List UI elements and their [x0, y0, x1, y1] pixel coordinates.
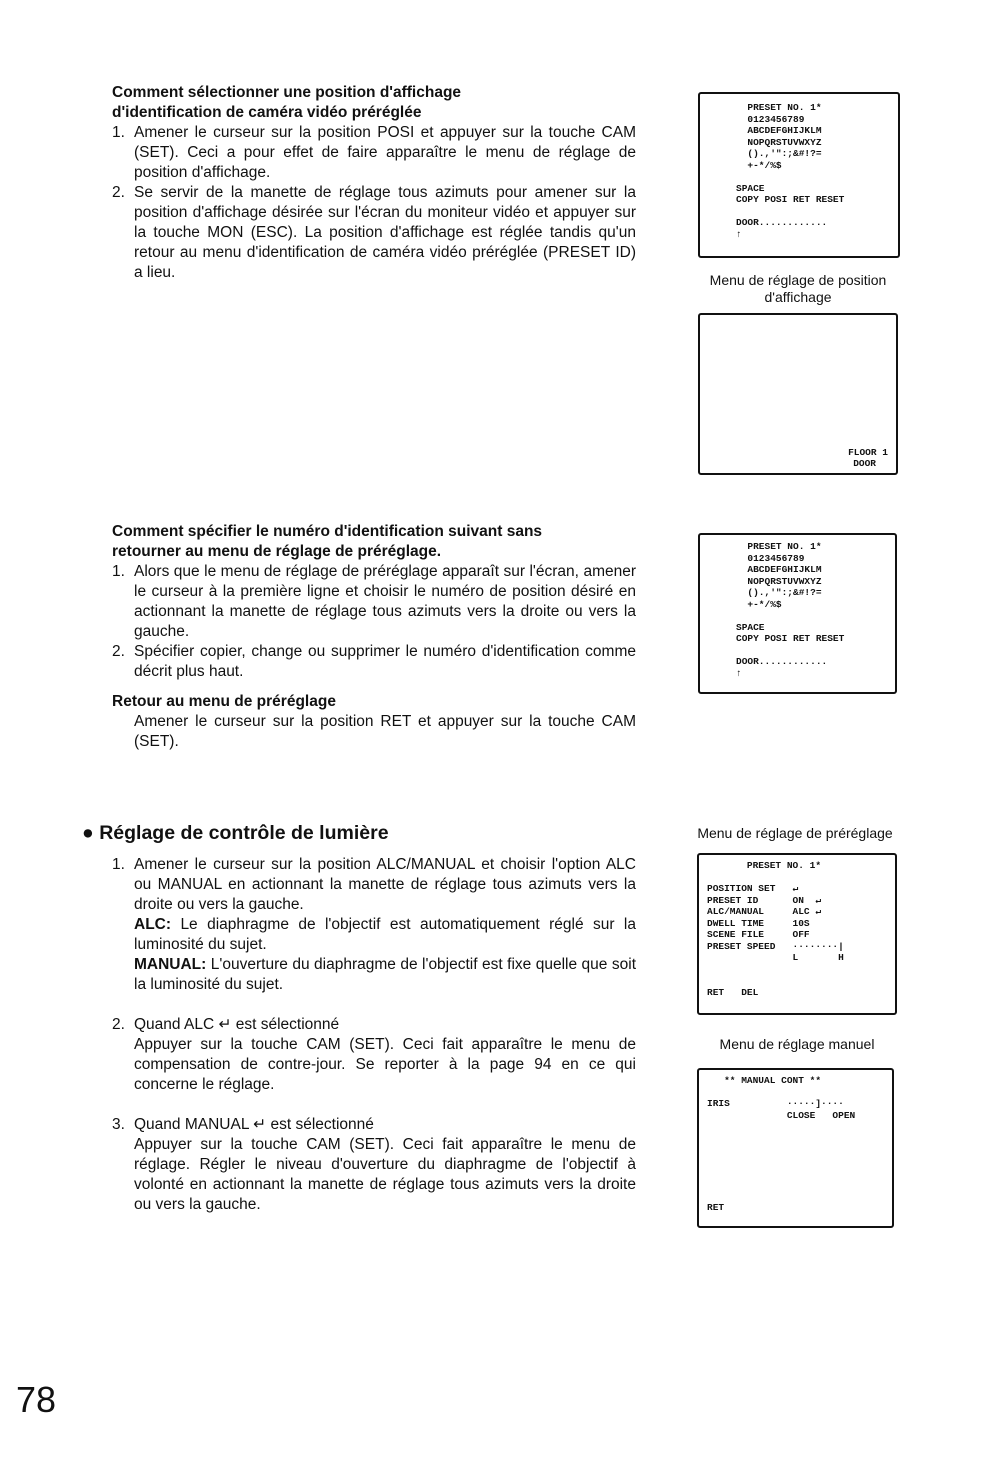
- screen-display-position-menu: [698, 92, 900, 258]
- definition-manual: [134, 955, 636, 995]
- step-2: [112, 183, 636, 283]
- screen-preset-menu: [698, 533, 897, 694]
- screen-manual-control-menu: [697, 1068, 894, 1228]
- caption-preset-menu: Menu de réglage de préréglage: [697, 825, 893, 841]
- step-text: Appuyer sur la touche CAM (SET). Ceci fait apparaître le menu de réglage. Régler le niveau d'ouverture du diaphragme de l'objectif à volonté en actionnant la manette de réglage tous azimuts vers la droite ou vers la gauche.: [134, 1136, 636, 1213]
- step-3: [112, 1115, 636, 1215]
- step-text: Spécifier copier, change ou supprimer le numéro d'identification comme décrit plus haut.: [134, 643, 636, 680]
- definition-text: L'ouverture du diaphragme de l'objectif est fixe quelle que soit la luminosité du sujet.: [134, 956, 636, 993]
- screen-text: PRESET NO. 1* 0123456789 ABCDEFGHIJKLM NOPQRSTUVWXYZ ().,'":;&#!?= +-*/%$ SPACE COPY POSI RET RESET DOOR............ ↑: [736, 102, 845, 240]
- step-text: Alors que le menu de réglage de préréglage apparaît sur l'écran, amener le curseur à la première ligne et choisir le numéro de position désiré en actionnant la manette de réglage tous azimuts vers la droite ou vers la gauche.: [134, 563, 636, 640]
- definition-text: Le diaphragme de l'objectif est automatiquement réglé sur la luminosité du sujet.: [134, 916, 636, 953]
- step-number: 2.: [112, 643, 125, 660]
- step-1: [112, 855, 636, 995]
- heading-line-2: d'identification de caméra vidéo préréglée: [112, 104, 422, 121]
- step-title: Quand ALC ↵ est sélectionné: [134, 1016, 340, 1033]
- step-text: Se servir de la manette de réglage tous azimuts pour amener sur la position d'affichage désirée sur l'écran du moniteur vidéo et appuyer sur la touche MON (ESC). La position d'affichage est réglée tandis qu'un retour au menu d'identification de caméra vidéo préréglée (PRESET ID) a lieu.: [134, 184, 636, 281]
- step-2: [112, 1015, 636, 1095]
- step-number: 1.: [112, 856, 125, 873]
- term-alc: ALC:: [134, 916, 172, 933]
- step-1: [112, 562, 636, 642]
- step-2: [112, 642, 636, 682]
- sub-heading: Retour au menu de préréglage: [112, 693, 336, 710]
- step-text: Amener le curseur sur la position ALC/MANUAL et choisir l'option ALC ou MANUAL en actionnant la manette de réglage tous azimuts vers la droite ou vers la gauche.: [134, 856, 636, 913]
- term-manual: MANUAL:: [134, 956, 207, 973]
- sub-text: Amener le curseur sur la position RET et appuyer sur la touche CAM (SET).: [134, 713, 636, 750]
- step-number: 1.: [112, 563, 125, 580]
- screen-text: PRESET NO. 1* 0123456789 ABCDEFGHIJKLM NOPQRSTUVWXYZ ().,'":;&#!?= +-*/%$ SPACE COPY POSI RET RESET DOOR............ ↑: [736, 541, 845, 679]
- heading-line-2: retourner au menu de réglage de préréglage.: [112, 543, 442, 560]
- step-number: 3.: [112, 1116, 125, 1133]
- screen-preset-number-menu: [697, 853, 897, 1015]
- section-heading-light-control: [82, 823, 389, 843]
- heading-line-1: Comment sélectionner une position d'affichage: [112, 84, 462, 101]
- section-light-control: [112, 855, 636, 1215]
- step-text: Amener le curseur sur la position POSI et appuyer sur la touche CAM (SET). Ceci a pour effet de faire apparaître le menu de réglage de position d'affichage.: [134, 124, 636, 181]
- section-display-position: [112, 83, 636, 283]
- screen-label-floor: FLOOR 1: [848, 447, 888, 458]
- definition-alc: [134, 915, 636, 955]
- screen-text: PRESET NO. 1* POSITION SET ↵ PRESET ID ON ↵ ALC/MANUAL ALC ↵ DWELL TIME 10S SCENE FILE OFF PRESET SPEED ········| L H RET DEL: [707, 860, 844, 998]
- step-text: Appuyer sur la touche CAM (SET). Ceci fait apparaître le menu de compensation de contre-jour. Se reporter à la page 94 en ce qui concerne le réglage.: [134, 1036, 636, 1093]
- step-number: 2.: [112, 184, 125, 201]
- caption-display-position-menu: Menu de réglage de position d'affichage: [709, 272, 887, 305]
- step-title: Quand MANUAL ↵ est sélectionné: [134, 1116, 374, 1133]
- screen-text: ** MANUAL CONT ** IRIS ·····]···· CLOSE OPEN RET: [707, 1075, 856, 1213]
- step-number: 2.: [112, 1016, 125, 1033]
- section-next-id: [112, 522, 636, 752]
- step-number: 1.: [112, 124, 125, 141]
- heading-text: Réglage de contrôle de lumière: [99, 822, 389, 844]
- screen-monitor-preview: [698, 313, 898, 475]
- bullet-icon: ●: [82, 822, 94, 844]
- step-1: [112, 123, 636, 183]
- screen-label-door: DOOR: [853, 458, 876, 469]
- heading-line-1: Comment spécifier le numéro d'identification suivant sans: [112, 523, 543, 540]
- page-number: 78: [16, 1379, 57, 1420]
- caption-manual-menu: Menu de réglage manuel: [719, 1036, 875, 1052]
